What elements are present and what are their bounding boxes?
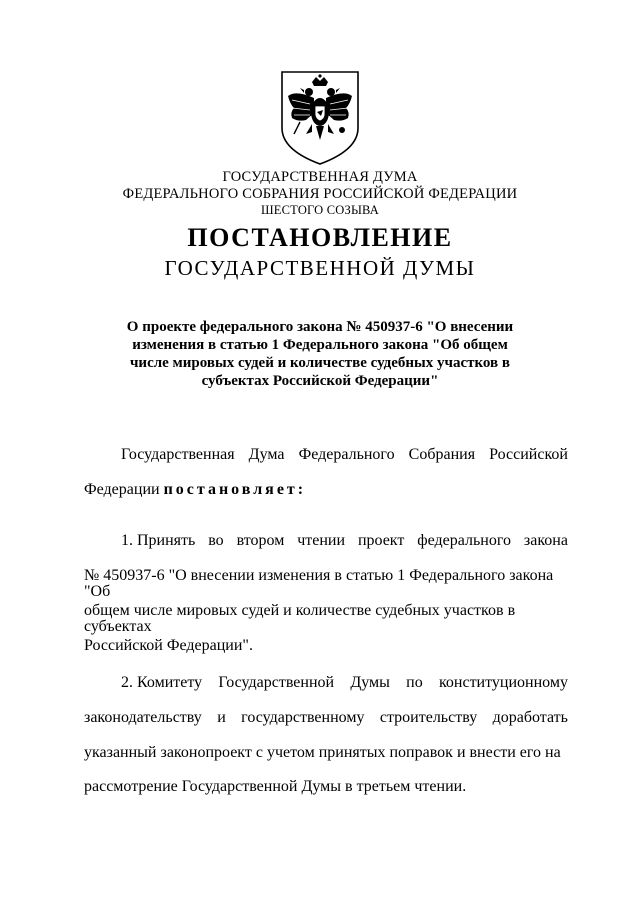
subject-line: изменения в статью 1 Федерального закона "Об общем bbox=[132, 337, 508, 353]
subject-line: О проекте федерального закона № 450937-6 "О внесении bbox=[126, 319, 514, 335]
item2-line-3: указанный законопроект с учетом принятых поправок и внести его на bbox=[84, 744, 561, 761]
word: федерального bbox=[417, 532, 511, 549]
document-subject bbox=[120, 318, 520, 390]
item2-line-2 bbox=[84, 710, 568, 726]
word: законодательству bbox=[84, 709, 202, 726]
word: чтении bbox=[297, 532, 346, 549]
item2-line-1 bbox=[121, 675, 568, 691]
word: Дума bbox=[248, 446, 285, 463]
preamble-line-1 bbox=[121, 447, 568, 463]
item2-line-4: рассмотрение Государственной Думы в третьем чтении. bbox=[84, 778, 467, 795]
item1-line-1 bbox=[121, 533, 568, 549]
resolves-keyword: постановляет: bbox=[163, 481, 307, 498]
word: конституционному bbox=[438, 674, 568, 691]
word: закона bbox=[523, 532, 568, 549]
word: Федерального bbox=[298, 446, 395, 463]
word: по bbox=[406, 674, 423, 691]
item1-line-2: № 450937-6 "О внесении изменения в статью 1 Федерального закона "Об bbox=[84, 567, 554, 600]
word: Государственная bbox=[121, 446, 235, 463]
word: доработать bbox=[492, 709, 568, 726]
preamble-line-2 bbox=[84, 482, 568, 498]
word: Думы bbox=[350, 674, 390, 691]
subject-line: числе мировых судей и количестве судебных участков в bbox=[129, 355, 511, 371]
word: строительству bbox=[379, 709, 478, 726]
word: Российской bbox=[489, 446, 568, 463]
word: во bbox=[208, 532, 224, 549]
word: Собрания bbox=[408, 446, 476, 463]
word: и bbox=[217, 709, 226, 726]
item1-line-3: общем числе мировых судей и количестве судебных участков в субъектах bbox=[84, 602, 516, 635]
document-subtitle: ГОСУДАРСТВЕННОЙ ДУМЫ bbox=[164, 256, 476, 280]
parliament-name: ГОСУДАРСТВЕННАЯ ДУМА bbox=[222, 169, 418, 185]
assembly-name: ФЕДЕРАЛЬНОГО СОБРАНИЯ РОССИЙСКОЙ ФЕДЕРАЦИИ bbox=[122, 186, 518, 202]
item1-line-4: Российской Федерации". bbox=[84, 637, 253, 654]
word: государственному bbox=[241, 709, 365, 726]
document-title: ПОСТАНОВЛЕНИЕ bbox=[187, 223, 453, 252]
word: проект bbox=[357, 532, 405, 549]
word: 1. Принять bbox=[121, 532, 196, 549]
coat-of-arms-icon bbox=[276, 70, 364, 166]
word: 2. Комитету bbox=[121, 674, 203, 691]
convocation: ШЕСТОГО СОЗЫВА bbox=[260, 203, 380, 217]
preamble-start: Федерации bbox=[84, 481, 160, 498]
word: Государственной bbox=[218, 674, 335, 691]
subject-line: субъектах Российской Федерации" bbox=[201, 373, 439, 389]
word: втором bbox=[236, 532, 285, 549]
